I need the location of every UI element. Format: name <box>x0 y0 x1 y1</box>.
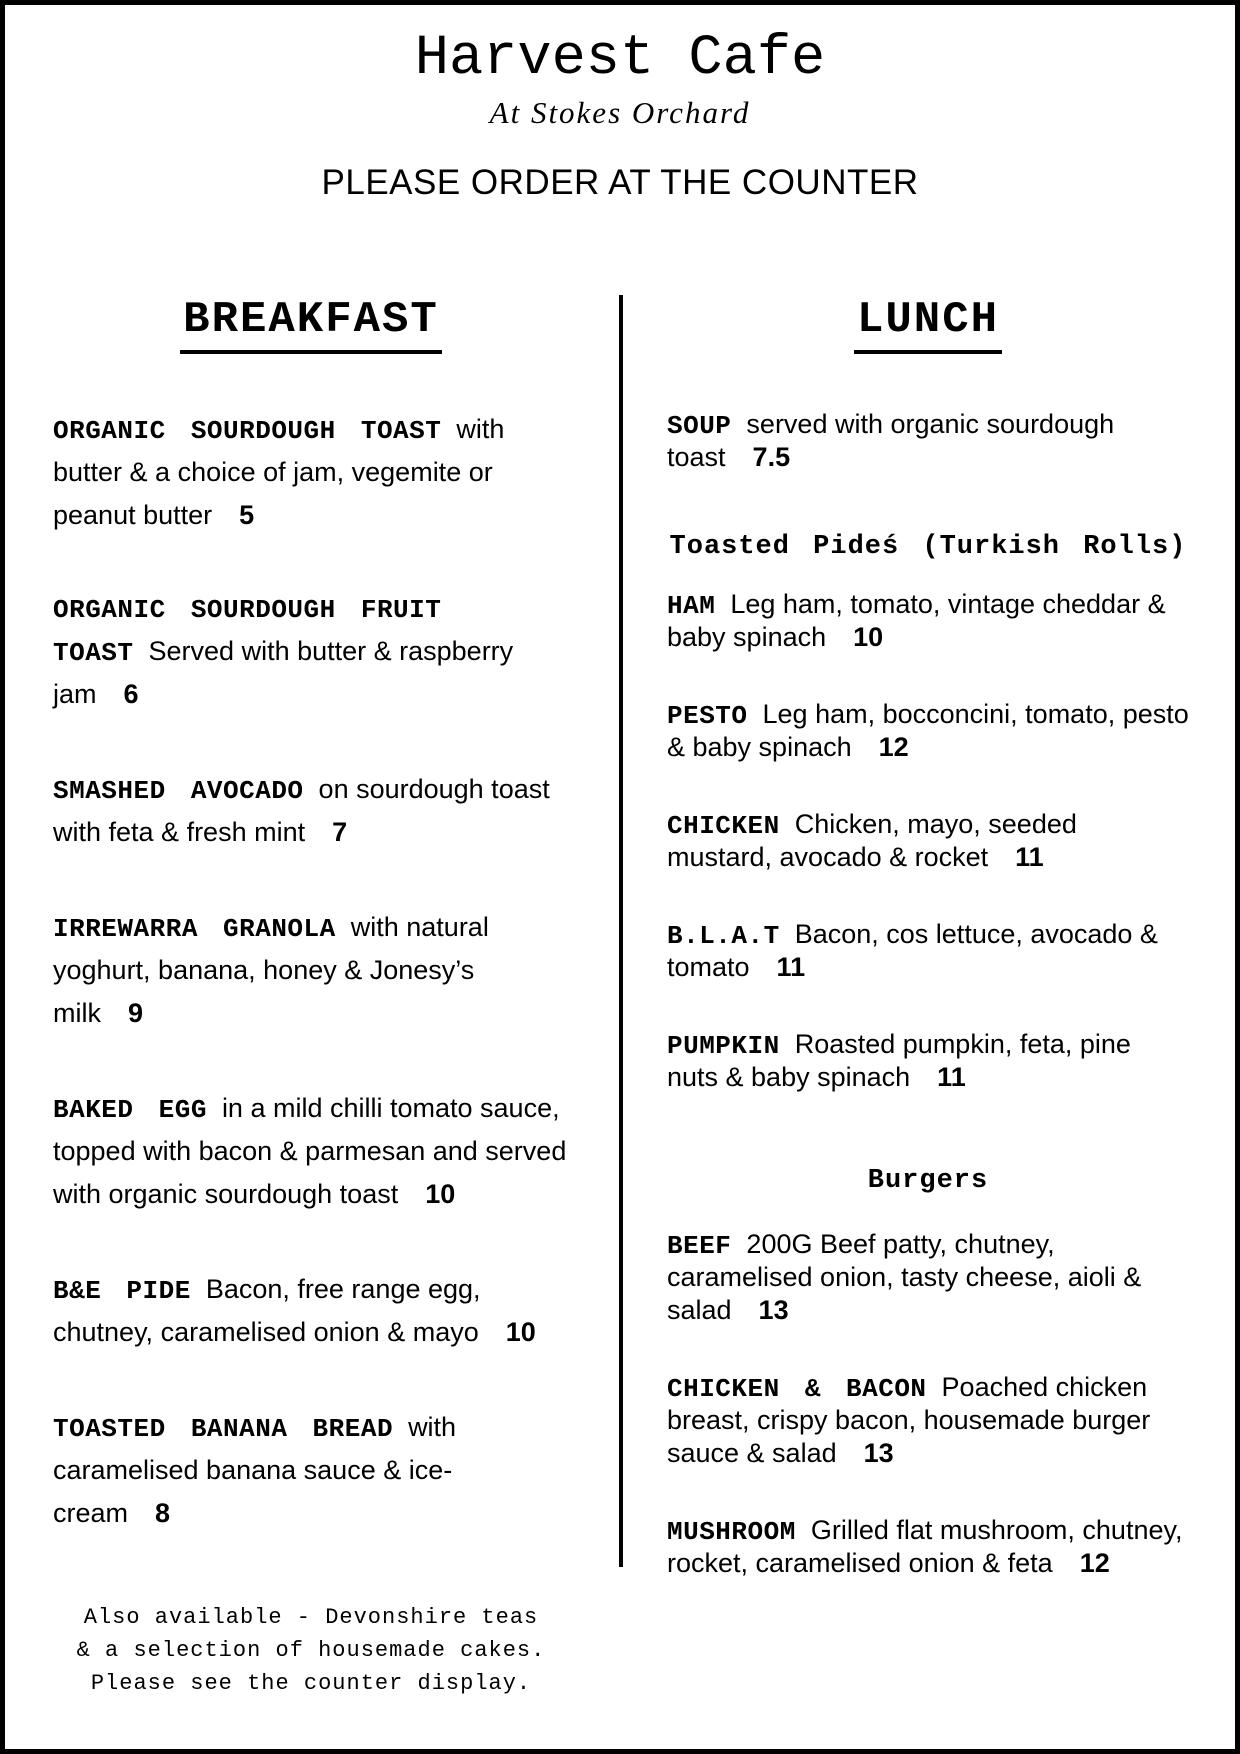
pides-heading: Toasted Pideś (Turkish Rolls) <box>669 532 1187 562</box>
item-price: 13 <box>758 1295 789 1325</box>
item-description: with butter & a choice of jam, vegemite or peanut butter <box>53 414 505 530</box>
item-description: Poached chicken breast, crispy bacon, housemade burger sauce & salad <box>667 1372 1151 1468</box>
item-description: with caramelised banana sauce & ice-cream <box>53 1412 457 1528</box>
item-price: 8 <box>155 1498 171 1528</box>
menu-item-mushroom-burger <box>667 1516 1189 1582</box>
breakfast-heading-text: BREAKFAST <box>180 295 442 354</box>
item-description: Grilled flat mushroom, chutney, rocket, caramelised onion & feta <box>667 1515 1183 1578</box>
menu-item-ham <box>667 590 1189 656</box>
breakfast-heading <box>53 295 569 354</box>
item-name: SMASHED AVOCADO <box>53 776 304 806</box>
menu-columns <box>5 295 1235 1700</box>
menu-item-baked-egg <box>53 1089 569 1218</box>
item-price: 11 <box>776 952 806 982</box>
item-price: 10 <box>425 1179 456 1209</box>
item-name: B.L.A.T <box>667 921 780 951</box>
menu-item-blat <box>667 920 1189 986</box>
breakfast-note: Also available - Devonshire teas & a selection of housemade cakes. Please see the counter display. <box>76 1605 546 1696</box>
item-price: 11 <box>937 1062 966 1092</box>
breakfast-column <box>5 295 619 1700</box>
menu-item-beef-burger <box>667 1230 1189 1329</box>
menu-item-irrewarra-granola <box>53 908 569 1037</box>
menu-item-pumpkin <box>667 1030 1189 1096</box>
lunch-heading <box>667 295 1189 354</box>
item-price: 9 <box>128 998 144 1028</box>
item-price: 6 <box>123 679 139 709</box>
item-name: SOUP <box>667 411 732 441</box>
menu-item-chicken <box>667 810 1189 876</box>
item-name: PESTO <box>667 701 748 731</box>
item-price: 11 <box>1015 842 1044 872</box>
item-name: B&E PIDE <box>53 1276 191 1306</box>
item-name: ORGANIC SOURDOUGH FRUIT TOAST <box>53 595 442 668</box>
item-description: Chicken, mayo, seeded mustard, avocado & rocket <box>667 809 1077 872</box>
menu-item-pesto <box>667 700 1189 766</box>
item-description: with natural yoghurt, banana, honey & Jonesy’s milk <box>53 912 489 1028</box>
item-price: 10 <box>853 622 884 652</box>
item-description: Served with butter & raspberry jam <box>53 636 514 709</box>
menu-item-smashed-avocado <box>53 770 569 856</box>
item-name: HAM <box>667 591 716 621</box>
menu-item-toasted-banana-bread <box>53 1408 569 1537</box>
item-name: IRREWARRA GRANOLA <box>53 914 336 944</box>
cafe-title: Harvest Cafe <box>414 27 826 91</box>
menu-item-chicken-bacon-burger <box>667 1373 1189 1472</box>
item-name: BAKED EGG <box>53 1095 207 1125</box>
item-description: on sourdough toast with feta & fresh mint <box>53 774 550 847</box>
item-price: 7 <box>332 817 348 847</box>
item-name: CHICKEN <box>667 811 780 841</box>
burgers-heading: Burgers <box>867 1166 989 1196</box>
item-description: in a mild chilli tomato sauce, topped with bacon & parmesan and served with organic sourdough toast <box>53 1093 567 1209</box>
item-price: 5 <box>239 500 255 530</box>
item-description: Bacon, free range egg, chutney, caramelised onion & mayo <box>53 1274 481 1347</box>
lunch-column <box>623 295 1235 1582</box>
menu-item-organic-sourdough-fruit-toast <box>53 591 569 718</box>
item-price: 13 <box>863 1438 894 1468</box>
item-description: Bacon, cos lettuce, avocado & tomato <box>667 919 1158 982</box>
menu-item-soup <box>667 410 1189 476</box>
item-name: CHICKEN & BACON <box>667 1374 927 1404</box>
item-description: Leg ham, bocconcini, tomato, pesto & baby spinach <box>667 699 1189 762</box>
item-name: PUMPKIN <box>667 1031 780 1061</box>
item-name: ORGANIC SOURDOUGH TOAST <box>53 416 442 446</box>
item-price: 12 <box>1079 1548 1110 1578</box>
order-notice: PLEASE ORDER AT THE COUNTER <box>321 163 919 202</box>
item-price: 7.5 <box>752 442 791 472</box>
item-name: BEEF <box>667 1231 732 1261</box>
item-name: TOASTED BANANA BREAD <box>53 1414 394 1444</box>
item-description: Leg ham, tomato, vintage cheddar & baby spinach <box>667 589 1166 652</box>
item-description: Roasted pumpkin, feta, pine nuts & baby spinach <box>667 1029 1131 1092</box>
cafe-subtitle: At Stokes Orchard <box>489 95 751 130</box>
menu-item-organic-sourdough-toast <box>53 410 569 539</box>
item-name: MUSHROOM <box>667 1517 796 1547</box>
lunch-heading-text: LUNCH <box>854 295 1002 354</box>
item-price: 12 <box>878 732 909 762</box>
item-description: 200G Beef patty, chutney, caramelised onion, tasty cheese, aioli & salad <box>667 1229 1142 1325</box>
menu-item-be-pide <box>53 1270 569 1356</box>
item-price: 10 <box>505 1317 536 1347</box>
item-description: served with organic sourdough toast <box>667 409 1115 472</box>
